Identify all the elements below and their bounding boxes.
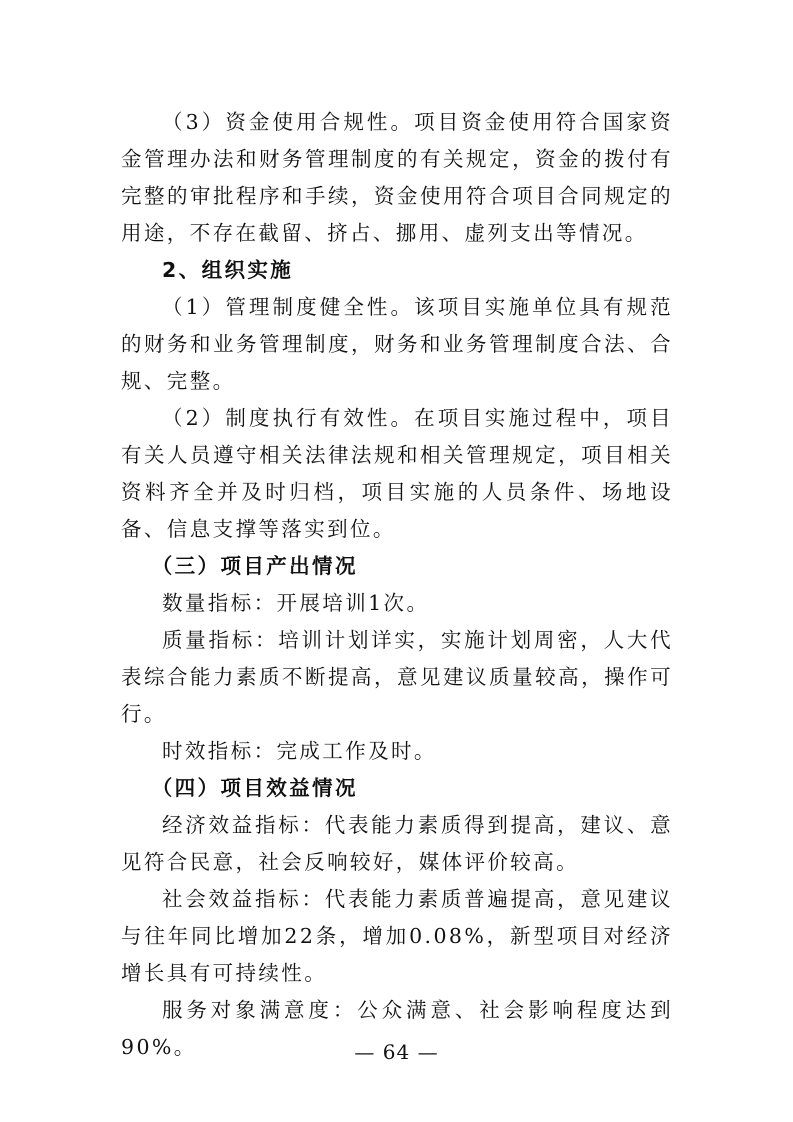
paragraph-economic-benefit: 经济效益指标：代表能力素质得到提高，建议、意见符合民意，社会反响较好，媒体评价较高。 [121,813,673,874]
paragraph-management-system: （1）管理制度健全性。该项目实施单位具有规范的财务和业务管理制度，财务和业务管理制度合法、合规、完整。 [121,295,673,393]
paragraph-system-execution: （2）制度执行有效性。在项目实施过程中，项目有关人员遵守相关法律法规和相关管理规定，项目相关资料齐全并及时归档，项目实施的人员条件、场地设备、信息支撑等落实到位。 [121,406,673,541]
heading-organization-implementation: 2、组织实施 [162,258,294,282]
heading-project-output: （三）项目产出情况 [151,554,358,578]
heading-project-benefit: （四）项目效益情况 [151,776,358,800]
paragraph-quantity-indicator: 数量指标：开展培训1次。 [162,591,430,615]
body-text [121,104,673,1066]
paragraph-satisfaction: 服务对象满意度：公众满意、社会影响程度达到90%。 [121,998,673,1059]
paragraph-fund-compliance: （3）资金使用合规性。项目资金使用符合国家资金管理办法和财务管理制度的有关规定，资金的拨付有完整的审批程序和手续，资金使用符合项目合同规定的用途，不存在截留、挤占、挪用、虚列支出等情况。 [121,110,673,245]
paragraph-quality-indicator: 质量指标：培训计划详实，实施计划周密，人大代表综合能力素质不断提高，意见建议质量较高，操作可行。 [121,628,673,726]
page-number: — 64 — [354,1040,439,1064]
paragraph-social-benefit: 社会效益指标：代表能力素质普遍提高，意见建议与往年同比增加22条，增加0.08%，新型项目对经济增长具有可持续性。 [121,887,673,985]
paragraph-timeliness-indicator: 时效指标：完成工作及时。 [162,739,437,763]
